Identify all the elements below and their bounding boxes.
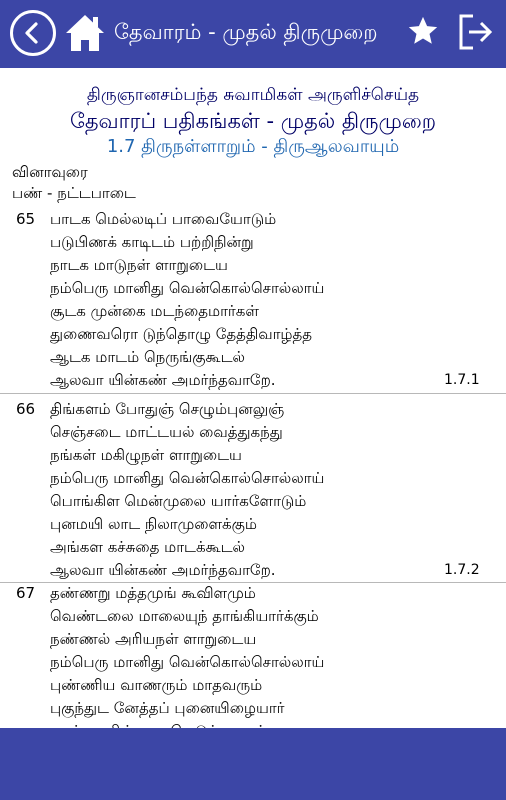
- back-arrow-icon: [21, 21, 45, 45]
- verse-line: திங்களம் போதுஞ் செழும்புனலுஞ்: [50, 400, 285, 418]
- verse-number: 66: [16, 400, 36, 418]
- verse-line: பாடக மெல்லடிப் பாவையோடும்: [50, 210, 277, 228]
- verse-divider: [0, 582, 506, 583]
- verse-line: அங்கள கச்சுதை மாடக்கூடல்: [50, 538, 245, 556]
- verse-line: நம்பெரு மானிது வென்கொல்சொல்லாய்: [50, 279, 325, 297]
- verse-line: நம்பெரு மானிது வென்கொல்சொல்லாய்: [50, 469, 325, 487]
- exit-icon: [456, 12, 496, 52]
- pann-label: பண் - நட்டபாடை: [12, 184, 136, 202]
- hymn-heading: 1.7 திருநள்ளாறும் - திருஆலவாயும்: [106, 136, 400, 157]
- verse-line: வெண்டலை மாலையுந் தாங்கியார்க்கும்: [50, 607, 319, 625]
- verse-line: ஆலவா யின்கண் அமர்ந்தவாறே.: [50, 561, 276, 579]
- verse-line: நண்ணல் அரியநள் ளாறுடைய: [50, 630, 257, 648]
- verse-line: நங்கள் மகிழுநள் ளாறுடைய: [50, 446, 242, 464]
- verse-line: புகுந்துட னேத்தப் புனையிழையார்: [50, 699, 285, 717]
- verse-line: ஆடக மாடம் நெருங்குகூடல்: [50, 348, 245, 366]
- verse-line: புனமயி லாட நிலாமுளைக்கும்: [50, 515, 257, 533]
- back-button[interactable]: [10, 10, 56, 56]
- verse-line: படுபிணக் காடிடம் பற்றிநின்று: [50, 233, 254, 251]
- verse-line: நம்பெரு மானிது வென்கொல்சொல்லாய்: [50, 653, 325, 671]
- verse-line: நாடக மாடுநள் ளாறுடைய: [50, 256, 228, 274]
- hymn-meta-label: வினாவுரை: [12, 163, 88, 181]
- star-icon: [406, 14, 440, 48]
- verse-line: சூடக முன்கை மடந்தைமார்கள்: [50, 302, 259, 320]
- verse-line: ஆலவா யின்கண் அமர்ந்தவாறே.: [50, 371, 276, 389]
- verse-line: பொங்கிள மென்முலை யார்களோடும்: [50, 492, 307, 510]
- favorite-button[interactable]: [406, 14, 440, 48]
- app-title: தேவாரம் - முதல் திருமுறை: [114, 20, 378, 44]
- verse-reference: 1.7.2: [444, 562, 480, 578]
- exit-button[interactable]: [456, 12, 496, 52]
- verse-content[interactable]: [0, 68, 506, 728]
- bottom-bar: [0, 728, 506, 800]
- home-button[interactable]: [64, 12, 106, 54]
- verse-line: புண்ணிய வாணரும் மாதவரும்: [50, 676, 263, 694]
- verse-line: துணைவரொ டுந்தொழு தேத்திவாழ்த்த: [50, 325, 313, 343]
- verse-reference: 1.7.1: [444, 372, 480, 388]
- author-heading: திருஞானசம்பந்த சுவாமிகள் அருளிச்செய்த: [86, 85, 420, 105]
- verse-number: 67: [16, 584, 36, 602]
- verse-number: 65: [16, 210, 36, 228]
- verse-divider: [0, 393, 506, 394]
- verse-line: தண்ணறு மத்தமுங் கூவிளமும்: [50, 584, 256, 602]
- collection-heading: தேவாரப் பதிகங்கள் - முதல் திருமுறை: [69, 109, 437, 133]
- app-bar: [0, 0, 506, 68]
- home-icon: [64, 12, 106, 54]
- verse-line: செஞ்சடை மாட்டயல் வைத்துகந்து: [50, 423, 283, 441]
